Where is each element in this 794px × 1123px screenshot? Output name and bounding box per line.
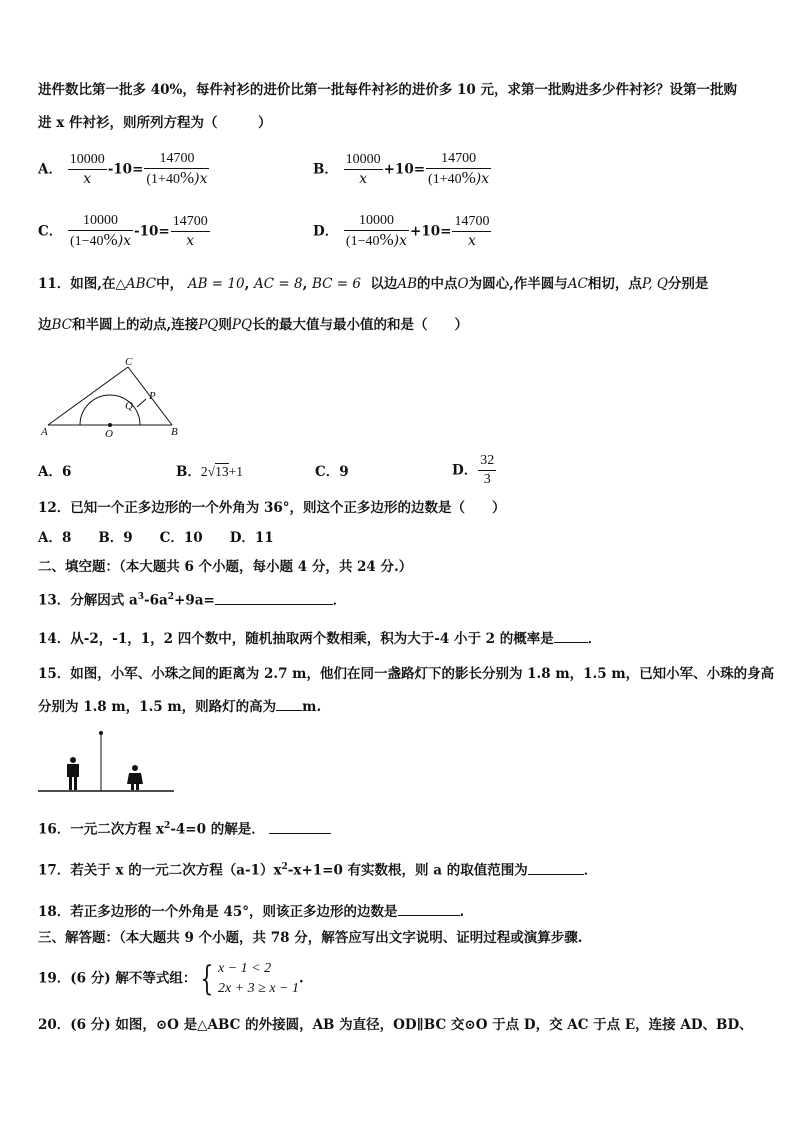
q11-text-line2: 边BC和半圆上的动点,连接PQ则PQ长的最大值与最小值的和是（ ） bbox=[38, 317, 469, 333]
fraction: $\frac{10000}{x}$ bbox=[345, 152, 381, 187]
answer-blank[interactable] bbox=[528, 860, 584, 875]
q17-text: 17．若关于 x 的一元二次方程$(a-1)x^2-x+1=0$ 有实数根，则 a 的取值范围为 ． bbox=[38, 857, 597, 881]
fraction: $\frac{10000}{(1-40\%)x}$ bbox=[345, 213, 408, 249]
q14-text: 14．从-2，-1，1，2 四个数中，随机抽取两个数相乘，积为大于-4 小于 2 的概率是 ． bbox=[38, 628, 601, 649]
q12-options[interactable]: A．8 B．9 C．10 D．11 bbox=[38, 530, 274, 546]
q10-text-line2: 进 x 件衬衫，则所列方程为（ ） bbox=[38, 115, 272, 131]
section-3-heading: 三、解答题：（本大题共 9 个小题，共 78 分，解答应写出文字说明、证明过程或演算步骤. bbox=[38, 930, 583, 946]
q15-text-line2: 分别为 1.8 m，1.5 m，则路灯的高为 m. bbox=[38, 696, 321, 717]
q18-text: 18．若正多边形的一个外角是 45°，则该正多边形的边数是 . bbox=[38, 901, 464, 922]
inequality-system: x − 1 < 2 2x + 3 ≥ x − 1 bbox=[218, 960, 300, 996]
option-label: C． bbox=[38, 223, 63, 240]
q10-option-b[interactable]: B． $\frac{10000}{x}$ +10= $\frac{14700}{(1+40\%)x}$ bbox=[313, 151, 490, 187]
person-xiaojun-icon bbox=[67, 757, 79, 790]
q10-option-c[interactable]: C． $\frac{10000}{(1-40\%)x}$ -10= $\frac{14700}{x}$ bbox=[38, 213, 208, 249]
label-q: Q bbox=[125, 400, 133, 412]
fraction: $\frac{10000}{x}$ bbox=[69, 152, 105, 187]
q11-option-c[interactable]: C．9 bbox=[315, 464, 349, 480]
answer-blank[interactable] bbox=[398, 901, 460, 916]
fraction: $\frac{14700}{x}$ bbox=[172, 214, 208, 249]
center-point bbox=[108, 423, 112, 427]
segment-pq bbox=[137, 399, 146, 407]
option-label: B． bbox=[313, 161, 338, 178]
fraction: $\frac{10000}{(1-40\%)x}$ bbox=[69, 213, 132, 249]
q12-text: 12．已知一个正多边形的一个外角为 36°，则这个正多边形的边数是（ ） bbox=[38, 500, 506, 516]
label-c: C bbox=[125, 356, 133, 368]
q11-triangle-figure bbox=[38, 355, 188, 440]
q11-option-b[interactable]: B．2√13+1 bbox=[176, 464, 243, 480]
q10-option-a[interactable]: A． $\frac{10000}{x}$ -10= $\frac{14700}{(1+40\%)x}$ bbox=[38, 151, 208, 187]
label-a: A bbox=[41, 426, 48, 438]
lamp-icon bbox=[99, 731, 103, 735]
q10-option-d[interactable]: D． $\frac{10000}{(1-40\%)x}$ +10= $\frac{14700}{x}$ bbox=[313, 213, 490, 249]
brace-icon: { bbox=[200, 958, 214, 999]
label-b: B bbox=[171, 426, 178, 438]
label-p: P bbox=[149, 390, 156, 402]
answer-blank[interactable] bbox=[269, 819, 331, 834]
q11-option-a[interactable]: A．6 bbox=[38, 464, 72, 480]
q15-text-line1: 15．如图，小军、小珠之间的距离为 2.7 m，他们在同一盏路灯下的影长分别为 1.8 m，1.5 m，已知小军、小珠的身高 bbox=[38, 666, 775, 682]
person-xiaozhu-icon bbox=[127, 765, 143, 790]
option-label: D． bbox=[313, 223, 339, 240]
answer-blank[interactable] bbox=[276, 696, 302, 711]
q19-text: 19．(6 分) 解不等式组： { x − 1 < 2 2x + 3 ≥ x − 1 . bbox=[38, 958, 304, 999]
q10-text-line1: 进件数比第一批多 40%，每件衬衫的进价比第一批每件衬衫的进价多 10 元，求第一批购进多少件衬衫？设第一批购 bbox=[38, 82, 737, 98]
q15-lamp-figure bbox=[38, 728, 178, 796]
label-o: O bbox=[105, 428, 113, 440]
q20-text: 20．(6 分) 如图，⊙O 是△ABC 的外接圆，AB 为直径，OD∥BC 交⊙O 于点 D，交 AC 于点 E，连接 AD、BD、 bbox=[38, 1017, 753, 1033]
q11-text-line1: 11．如图,在△ABC中， AB = 10, AC = 8, BC = 6 以边AB的中点O为圆心,作半圆与AC相切，点P, Q分别是 bbox=[38, 276, 709, 292]
q16-text: 16．一元二次方程 $x^2-4=0$ 的解是． bbox=[38, 816, 331, 840]
answer-blank[interactable] bbox=[554, 628, 588, 643]
fraction: $\frac{14700}{(1+40\%)x}$ bbox=[428, 151, 490, 187]
option-label: A． bbox=[38, 161, 62, 178]
q13-text: 13．分解因式 $a^3-6a^2+9a=$ ． bbox=[38, 587, 346, 611]
section-2-heading: 二、填空题：（本大题共 6 个小题，每小题 4 分，共 24 分.） bbox=[38, 559, 413, 575]
q11-option-d[interactable]: D． $\frac{32}{3}$ bbox=[452, 453, 495, 487]
fraction: $\frac{14700}{(1+40\%)x}$ bbox=[146, 151, 208, 187]
answer-blank[interactable] bbox=[215, 590, 333, 605]
fraction: $\frac{14700}{x}$ bbox=[454, 214, 490, 249]
